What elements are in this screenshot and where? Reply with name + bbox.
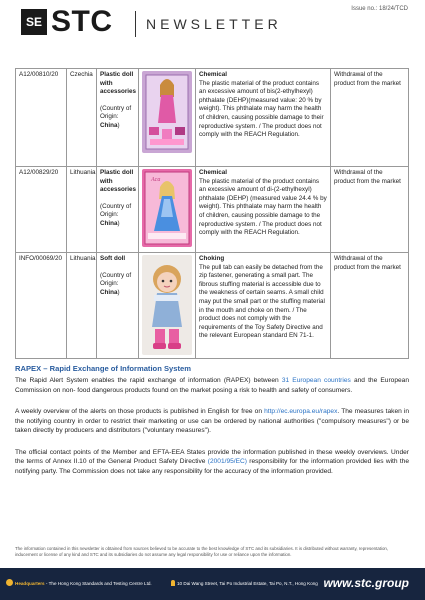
newsletter-title: NEWSLETTER bbox=[146, 16, 282, 32]
website-link[interactable]: www.stc.group bbox=[323, 576, 409, 590]
hazard-description: The plastic material of the product contains an excessive amount of di-(2-ethylhexyl) phthalate (DEHP) (measured value 24.4 % by weight). This phthalate may harm the health of children, causing possible damage to the reproductive system. / The product does not comply with the REACH Regulation. bbox=[199, 177, 327, 237]
issue-number: Issue no.: 18/24/TCD bbox=[351, 6, 408, 12]
soft-doll-photo bbox=[142, 255, 192, 355]
measures-cell: Withdrawal of the product from the market bbox=[331, 167, 409, 253]
recall-table bbox=[15, 68, 409, 359]
newsletter-header bbox=[0, 0, 425, 48]
eu-countries-link[interactable]: 31 European countries bbox=[281, 377, 351, 384]
hazard-type: Chemical bbox=[199, 169, 227, 176]
table-row bbox=[16, 253, 409, 359]
hazard-description: The pull tab can easily be detached from the zip fastener, generating a small part. The fibrous stuffing material is accessible due to the weakness of certain seams. A small child may put the small part or the stuffing material in the mouth and choke on them. / The product does not comply with the requirements of the Toy Safety Directive and the relevant European standard EN 71-1. bbox=[199, 263, 325, 340]
rapex-heading: RAPEX – Rapid Exchange of Information System bbox=[15, 364, 191, 373]
doll-box-photo bbox=[142, 71, 192, 153]
rapex-paragraph-3: The official contact points of the Member and EFTA-EEA States provide the information published in these weekly overviews. Under the terms of Annex II.10 of the General Product Safety Directive (2001/95/EC) responsibility for the information provided lies with the notifying party. The Commission does not take any responsibility for the accuracy of the information provided. bbox=[15, 448, 410, 475]
product-image-cell bbox=[139, 167, 196, 253]
product-name: Plastic doll with accessories bbox=[100, 169, 137, 194]
stc-logo-text: STC bbox=[51, 5, 113, 38]
hazard-type: Choking bbox=[199, 255, 225, 262]
rapex-paragraph-2: A weekly overview of the alerts on those products is published in English for free on http://ec.europa.eu/rapex. The measures taken in the notifying country in order to restrict their marketing or use can be ordered by national authorities ("compulsory measures") or be taken directly by producers and distributors ("voluntary measures"). bbox=[15, 408, 409, 434]
headquarters-text: Headquarters - The Hong Kong Standards and Testing Centre Ltd. bbox=[15, 581, 152, 586]
product-cell bbox=[97, 167, 139, 253]
country-cell: Lithuania bbox=[67, 253, 97, 359]
directive-link[interactable]: (2001/95/EC) bbox=[207, 458, 247, 465]
country-cell: Lithuania bbox=[67, 167, 97, 253]
origin-text: (Country of Origin: China) bbox=[100, 271, 132, 296]
footer-bar bbox=[0, 568, 425, 600]
product-name: Plastic doll with accessories bbox=[100, 71, 137, 96]
origin-text: (Country of Origin: China) bbox=[100, 104, 132, 129]
reference-cell: INFO/00069/20 bbox=[16, 253, 67, 359]
rapex-url-link[interactable]: http://ec.europa.eu/rapex bbox=[264, 408, 338, 415]
product-image-cell bbox=[139, 253, 196, 359]
rapex-paragraph-1: The Rapid Alert System enables the rapid exchange of information (RAPEX) between 31 European countries and the European Commission on non- food dangerous products found on the market posing a risk to health and safety of consumers. bbox=[15, 377, 409, 394]
product-cell bbox=[97, 69, 139, 167]
product-cell bbox=[97, 253, 139, 359]
measures-cell: Withdrawal of the product from the market bbox=[331, 253, 409, 359]
description-cell bbox=[196, 253, 331, 359]
svg-text:Aca: Aca bbox=[151, 177, 161, 183]
table-row bbox=[16, 69, 409, 167]
hazard-description: The plastic material of the product contains an excessive amount of bis(2-ethylhexyl) phthalate (DEHP)(measured value: 20 % by weight). This phthalate may harm the health of children, causing possible damage to their reproductive system. / The product does not comply with the REACH Regulation. bbox=[199, 79, 324, 139]
product-name: Soft doll bbox=[100, 255, 126, 262]
stc-logo-mark: SE bbox=[21, 9, 47, 35]
header-divider bbox=[135, 11, 136, 37]
rapex-section bbox=[15, 364, 409, 488]
headquarters-icon bbox=[6, 579, 13, 586]
hazard-type: Chemical bbox=[199, 71, 227, 78]
table-row bbox=[16, 167, 409, 253]
reference-cell: A12/00810/20 bbox=[16, 69, 67, 167]
origin-text: (Country of Origin: China) bbox=[100, 202, 132, 227]
description-cell bbox=[196, 167, 331, 253]
address-text: 10 Dai Wang Street, Tai Po Industrial Estate, Tai Po, N.T., Hong Kong bbox=[177, 581, 318, 586]
disclaimer-text: The information contained in this newsletter is obtained from sources believed to be accurate to the best knowledge of STC and its subsidiaries. It is distributed without warranty, representation, inducement or license of any kind and STC and its subsidiaries do not assume any legal responsibility for use or reliance upon the information. bbox=[15, 546, 389, 557]
reference-cell: A12/00829/20 bbox=[16, 167, 67, 253]
doll-box-photo bbox=[142, 169, 192, 247]
product-image-cell bbox=[139, 69, 196, 167]
measures-cell: Withdrawal of the product from the market bbox=[331, 69, 409, 167]
description-cell bbox=[196, 69, 331, 167]
country-cell: Czechia bbox=[67, 69, 97, 167]
location-pin-icon bbox=[171, 580, 175, 586]
